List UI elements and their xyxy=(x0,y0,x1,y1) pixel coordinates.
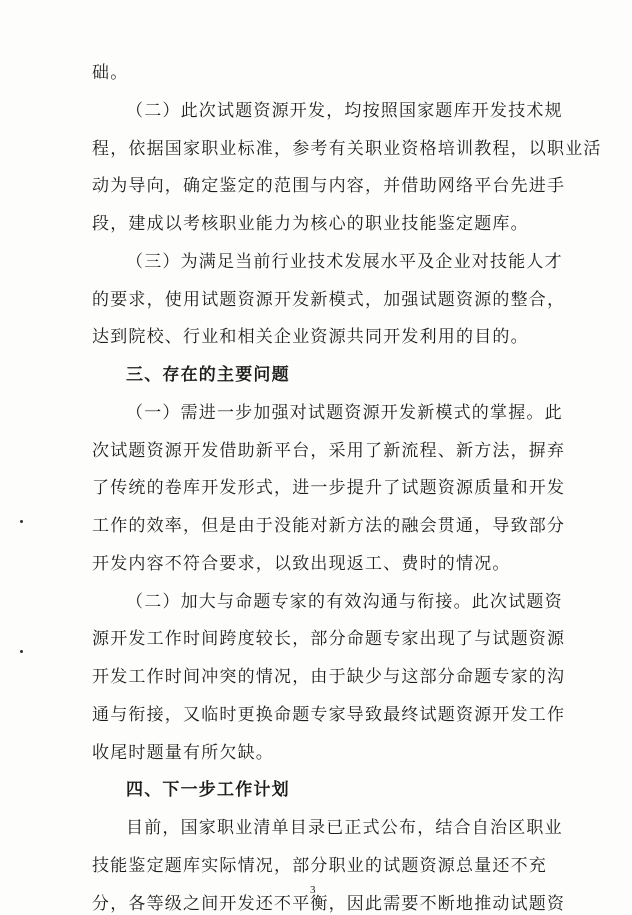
text-line: 开发内容不符合要求，以致出现返工、费时的情况。 xyxy=(92,554,511,574)
text-line: 通与衔接，又临时更换命题专家导致最终试题资源开发工作 xyxy=(92,705,566,725)
text-line: 的要求，使用试题资源开发新模式，加强试题资源的整合， xyxy=(92,290,566,310)
text-line: 动为导向，确定鉴定的范围与内容，并借助网络平台先进手 xyxy=(92,176,566,196)
text-line: 了传统的卷库开发形式，进一步提升了试题资源质量和开发 xyxy=(92,478,566,498)
section-heading: 四、下一步工作计划 xyxy=(126,780,290,800)
section-heading: 三、存在的主要问题 xyxy=(126,365,290,385)
text-line: 工作的效率，但是由于没能对新方法的融会贯通，导致部分 xyxy=(92,516,566,536)
text-line: 分，各等级之间开发还不平衡，因此需要不断地推动试题资 xyxy=(92,894,566,914)
text-line: 开发工作时间冲突的情况，由于缺少与这部分命题专家的沟 xyxy=(92,667,566,687)
text-line: 础。 xyxy=(92,63,129,83)
text-line: （二）此次试题资源开发，均按照国家题库开发技术规 xyxy=(126,101,563,121)
text-line: 技能鉴定题库实际情况，部分职业的试题资源总量还不充 xyxy=(92,856,547,876)
text-line: 次试题资源开发借助新平台，采用了新流程、新方法，摒弃 xyxy=(92,441,566,461)
text-line: 程，依据国家职业标准，参考有关职业资格培训教程，以职业活 xyxy=(92,139,602,159)
text-line: （三）为满足当前行业技术发展水平及企业对技能人才 xyxy=(126,252,563,272)
scan-speck xyxy=(20,650,23,653)
text-line: 收尾时题量有所欠缺。 xyxy=(92,743,274,763)
page-number: 3 xyxy=(310,884,316,896)
text-line: 源开发工作时间跨度较长，部分命题专家出现了与试题资源 xyxy=(92,629,566,649)
text-line: 段，建成以考核职业能力为核心的职业技能鉴定题库。 xyxy=(92,214,529,234)
text-line: 达到院校、行业和相关企业资源共同开发利用的目的。 xyxy=(92,327,529,347)
scan-speck xyxy=(20,520,23,523)
text-line: （一）需进一步加强对试题资源开发新模式的掌握。此 xyxy=(126,403,563,423)
text-line: 目前，国家职业清单目录已正式公布，结合自治区职业 xyxy=(126,818,563,838)
text-line: （二）加大与命题专家的有效沟通与衔接。此次试题资 xyxy=(126,592,563,612)
